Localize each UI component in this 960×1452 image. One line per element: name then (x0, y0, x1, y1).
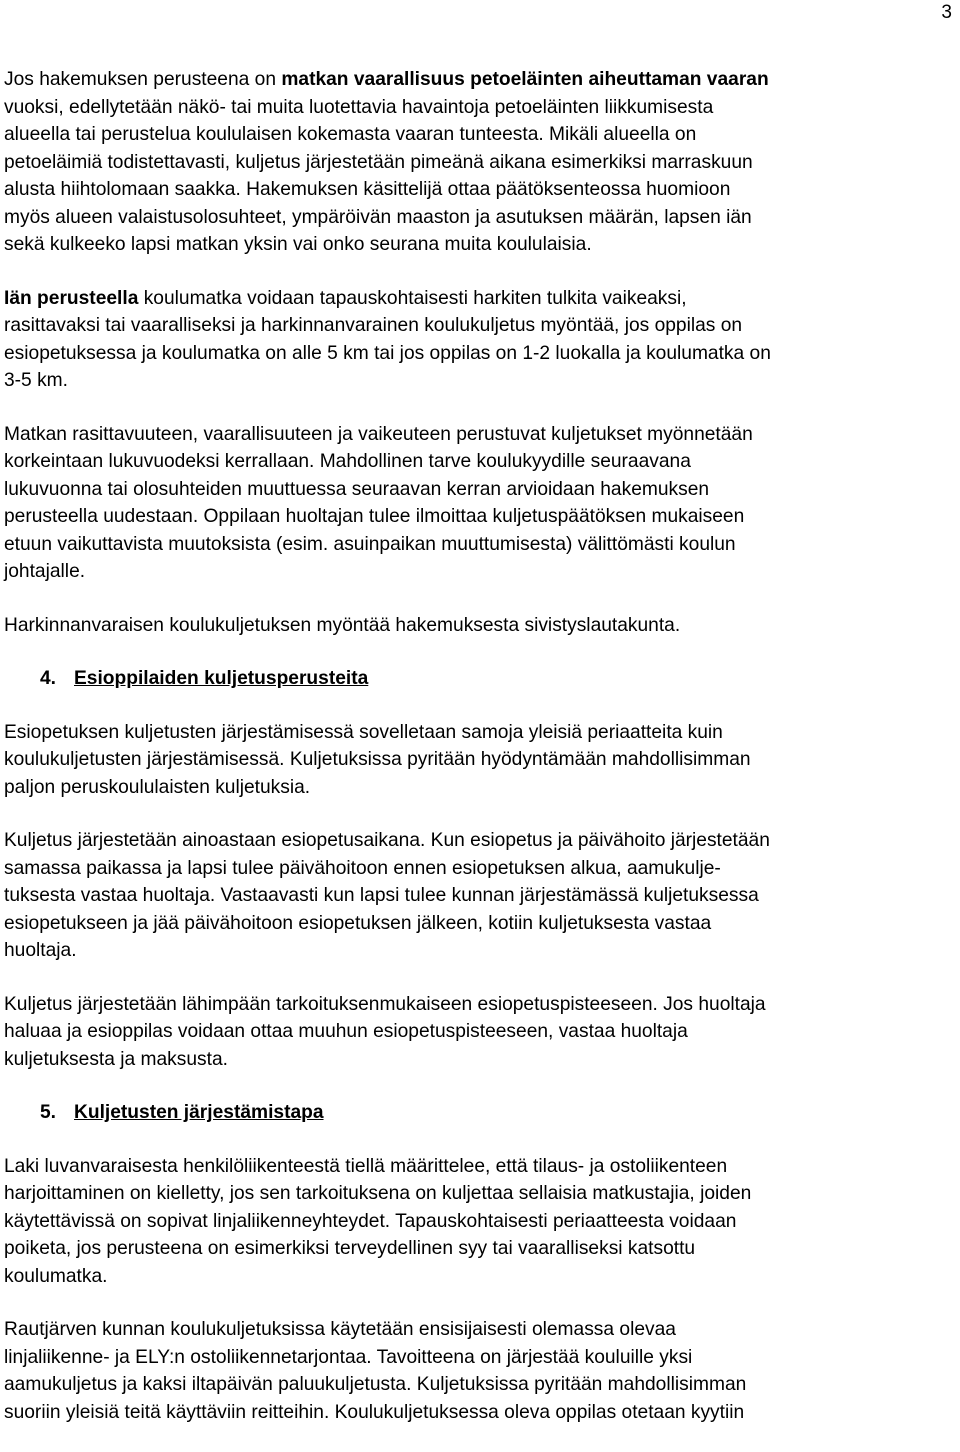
text-line: Rautjärven kunnan koulukuljetuksissa käytetään ensisijaisesti olemassa olevaa (4, 1319, 676, 1340)
text-line: sekä kulkeeko lapsi matkan yksin vai onko seurana muita koululaisia. (4, 234, 592, 255)
text-line: petoeläimiä todistettavasti, kuljetus järjestetään pimeänä aikana esimerkiksi marraskuun (4, 151, 753, 173)
text-line: linjaliikenne- ja ELY:n ostoliikennetarjontaa. Tavoitteena on järjestää kouluille yksi (4, 1346, 693, 1368)
section-number: 5. (40, 1102, 57, 1123)
text-line: aamukuljetus ja kaksi iltapäivän paluukuljetusta. Kuljetuksissa pyritään mahdollisimman (4, 1374, 747, 1395)
text-line: etuun vaikuttavista muutoksista (esim. asuinpaikan muuttumisesta) välittömästi koulun (4, 533, 736, 555)
text-line: alueella tai perustelua koululaisen kokemasta vaaran tunteesta. Mikäli alueella on (4, 124, 697, 145)
text-line: Kuljetus järjestetään ainoastaan esiopetusaikana. Kun esiopetus ja päivähoito järjestetään (4, 830, 770, 851)
section-heading-4 (4, 665, 956, 693)
text-run: koulumatka voidaan tapauskohtaisesti harkiten tulkita vaikeaksi, (138, 287, 687, 309)
text-line: Kuljetus järjestetään lähimpään tarkoituksenmukaiseen esiopetuspisteeseen. Jos huoltaja (4, 993, 766, 1015)
text-line: harjoittaminen on kielletty, jos sen tarkoituksena on kuljettaa sellaisia matkustajia, joiden (4, 1183, 752, 1204)
page-number: 3 (941, 2, 952, 23)
text-line: koulukuljetusten järjestämisessä. Kuljetuksissa pyritään hyödyntämään mahdollisimman (4, 749, 751, 770)
text-line: paljon peruskoululaisten kuljetuksia. (4, 776, 311, 798)
text-line: huoltaja. (4, 940, 77, 961)
text-line: Matkan rasittavuuteen, vaarallisuuteen ja vaikeuteen perustuvat kuljetukset myönnetään (4, 423, 753, 445)
paragraph-nearest-point (4, 991, 956, 1074)
text-line: kuljetuksesta ja maksusta. (4, 1048, 228, 1070)
text-run: Jos hakemuksen perusteena on (4, 69, 282, 90)
paragraph-preschool-time (4, 827, 956, 965)
text-line: alusta hiihtolomaan saakka. Hakemuksen käsittelijä ottaa päätöksenteossa huomioon (4, 179, 731, 200)
text-line: koulumatka. (4, 1265, 108, 1287)
text-line: poiketa, jos perusteena on esimerkiksi terveydellinen syy tai vaaralliseksi katsottu (4, 1238, 696, 1259)
paragraph-discretionary (4, 612, 956, 640)
text-line: 3-5 km. (4, 370, 68, 391)
section-number: 4. (40, 668, 57, 689)
text-line: samassa paikassa ja lapsi tulee päivähoitoon ennen esiopetuksen alkua, aamukulje- (4, 857, 721, 879)
paragraph-preschool-principles (4, 719, 956, 802)
text-line: esiopetukseen ja jää päivähoitoon esiopetuksen jälkeen, kotiin kuljetuksesta vastaa (4, 912, 712, 934)
paragraph-rautjarvi (4, 1316, 956, 1426)
paragraph-age-basis (4, 285, 956, 395)
section-title: Kuljetusten järjestämistapa (74, 1102, 324, 1123)
text-line: suoriin yleisiä teitä käyttäviin reitteihin. Koulukuljetuksessa oleva oppilas otetaan kyytiin (4, 1401, 745, 1423)
text-line: lukuvuonna tai olosuhteiden muuttuessa seuraavan kerran arvioidaan hakemuksen (4, 478, 710, 500)
text-line: Laki luvanvaraisesta henkilöliikenteestä tiellä määrittelee, että tilaus- ja ostoliikenteen (4, 1155, 728, 1177)
document-body (4, 66, 956, 1452)
text-line: johtajalle. (4, 561, 86, 582)
text-line: perusteella uudestaan. Oppilaan huoltajan tulee ilmoittaa kuljetuspäätöksen mukaiseen (4, 506, 745, 527)
text-line: korkeintaan lukuvuodeksi kerrallaan. Mahdollinen tarve koulukyydille seuraavana (4, 451, 691, 472)
text-line: esiopetuksessa ja koulumatka on alle 5 km tai jos oppilas on 1-2 luokalla ja koulumatka on (4, 342, 771, 364)
text-line: Harkinnanvaraisen koulukuljetuksen myöntää hakemuksesta sivistyslautakunta. (4, 614, 681, 636)
bold-text: matkan vaarallisuus petoeläinten aiheuttaman vaaran (281, 69, 769, 90)
text-line: tuksesta vastaa huoltaja. Vastaavasti kun lapsi tulee kunnan järjestämässä kuljetuksessa (4, 885, 759, 906)
text-line: vuoksi, edellytetään näkö- tai muita luotettavia havaintoja petoeläinten liikkumisesta (4, 96, 714, 118)
text-line: käytettävissä on sopivat linjaliikenneyhteydet. Tapauskohtaisesti periaatteesta voidaan (4, 1210, 737, 1232)
bold-text: Iän perusteella (4, 287, 139, 309)
text-line (4, 285, 956, 313)
text-line (4, 66, 956, 94)
section-heading-5 (4, 1099, 956, 1127)
text-line: myös alueen valaistusolosuhteet, ympäröivän maaston ja asutuksen määrän, lapsen iän (4, 206, 752, 228)
text-line: haluaa ja esioppilas voidaan ottaa muuhun esiopetuspisteeseen, vastaa huoltaja (4, 1021, 688, 1042)
paragraph-transport-duration (4, 421, 956, 586)
text-line: rasittavaksi tai vaaralliseksi ja harkinnanvarainen koulukuljetus myöntää, jos oppilas on (4, 315, 743, 336)
paragraph-predator-danger (4, 66, 956, 259)
text-line: Esiopetuksen kuljetusten järjestämisessä sovelletaan samoja yleisiä periaatteita kuin (4, 721, 723, 743)
paragraph-law (4, 1153, 956, 1291)
section-title: Esioppilaiden kuljetusperusteita (74, 668, 369, 689)
